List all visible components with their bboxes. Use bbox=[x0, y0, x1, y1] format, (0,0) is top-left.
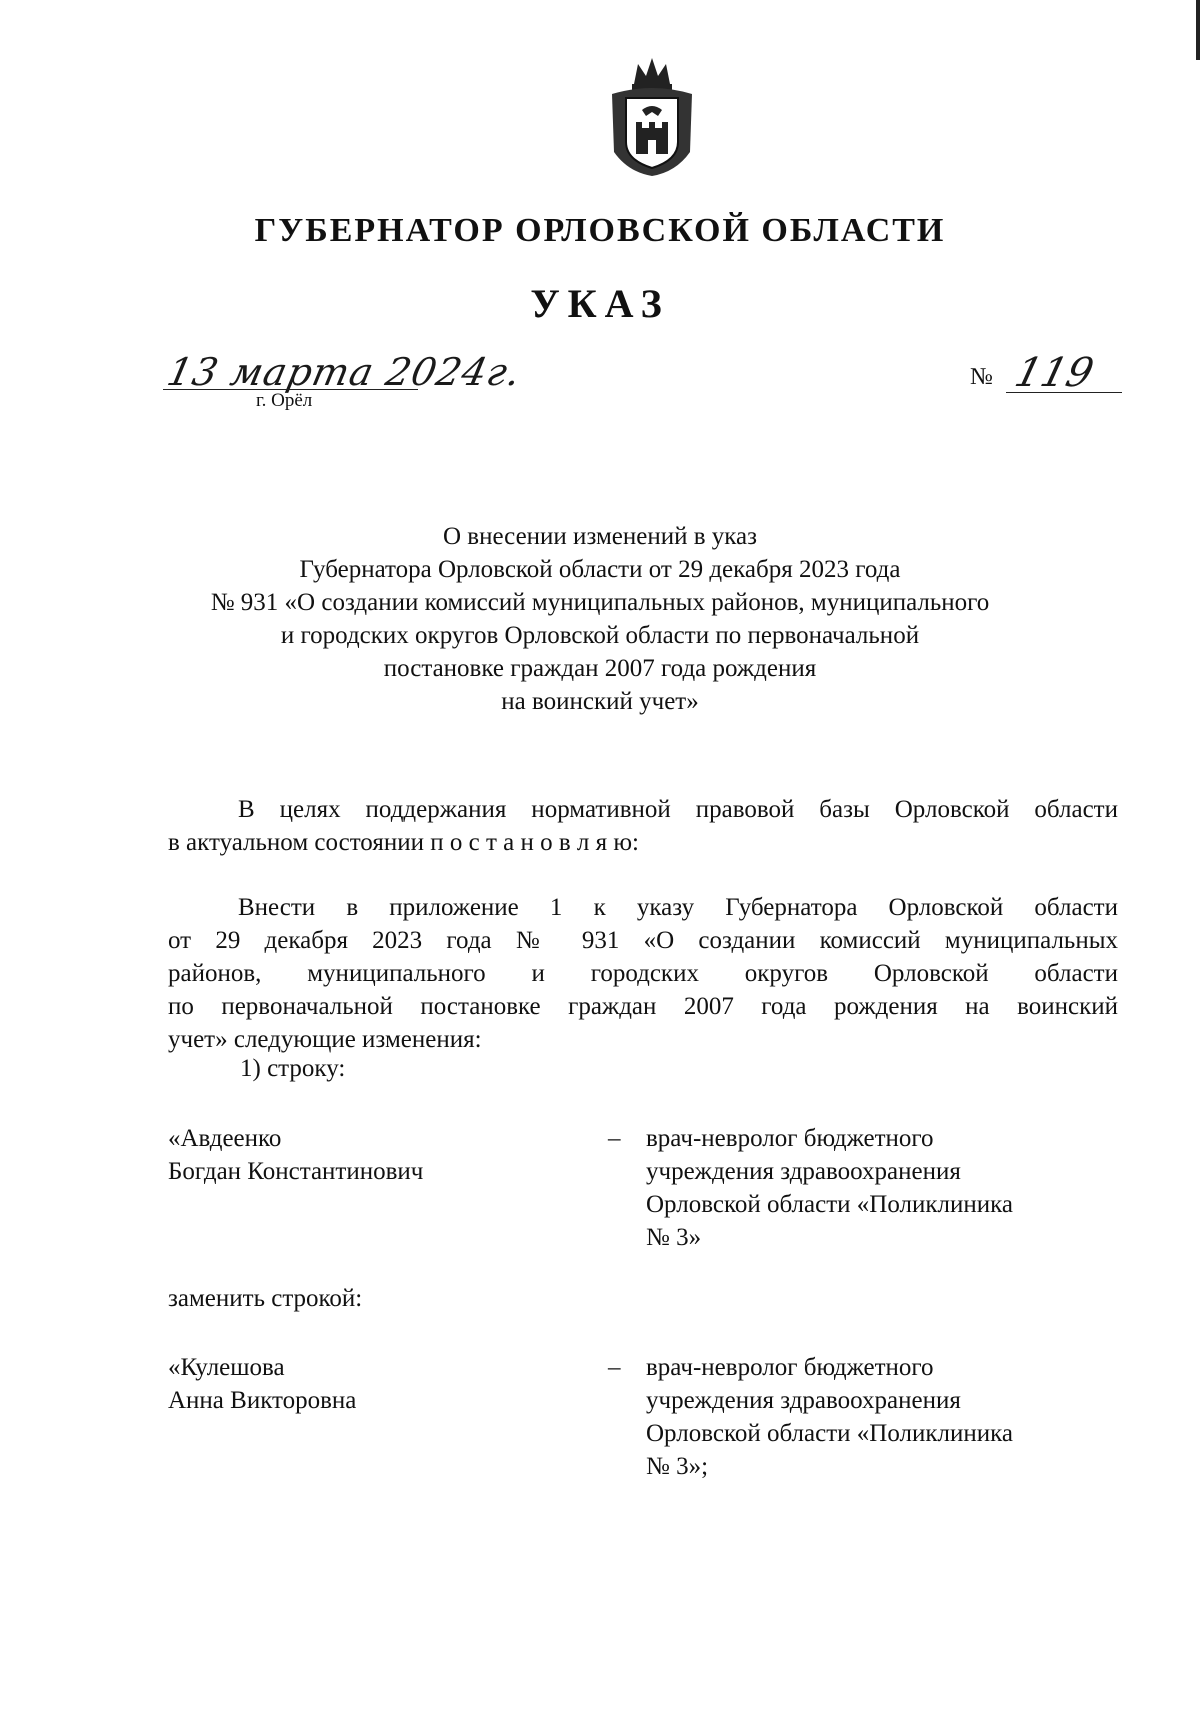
name-line: Анна Викторовна bbox=[168, 1387, 357, 1414]
scan-edge-mark bbox=[1196, 0, 1200, 60]
city-label: г. Орёл bbox=[256, 390, 313, 411]
title-line: и городских округов Орловской области по первоначальной bbox=[280, 622, 920, 649]
preamble-paragraph bbox=[168, 793, 1118, 859]
title-line: Губернатора Орловской области от 29 декабря 2023 года bbox=[299, 556, 901, 583]
paragraph-line: учет» следующие изменения: bbox=[168, 1026, 482, 1053]
name-line: «Авдеенко bbox=[168, 1125, 282, 1152]
paragraph-line: Внести в приложение 1 к указу Губернатора Орловской области bbox=[238, 894, 1118, 921]
name-line: Богдан Константинович bbox=[168, 1158, 424, 1185]
decree-title bbox=[0, 520, 1200, 718]
entry-description bbox=[646, 1122, 1116, 1254]
paragraph-line: в актуальном состоянии п о с т а н о в л я ю: bbox=[168, 829, 639, 856]
paragraph-line: по первоначальной постановке граждан 2007 года рождения на воинский bbox=[168, 993, 1118, 1020]
paragraph-line: В целях поддержания нормативной правовой базы Орловской области bbox=[238, 796, 1118, 823]
desc-line: врач-невролог бюджетного bbox=[646, 1354, 934, 1381]
body-paragraph bbox=[168, 891, 1118, 1056]
new-entry bbox=[168, 1351, 1118, 1491]
old-entry bbox=[168, 1122, 1118, 1262]
issuing-authority: ГУБЕРНАТОР ОРЛОВСКОЙ ОБЛАСТИ bbox=[254, 212, 946, 249]
entry-dash: – bbox=[608, 1354, 621, 1381]
document-type: УКАЗ bbox=[530, 281, 670, 326]
desc-line: Орловской области «Поликлиника bbox=[646, 1420, 1013, 1447]
number-sign: № bbox=[970, 364, 993, 390]
coat-of-arms-emblem-icon bbox=[604, 54, 700, 178]
handwritten-number: 119 bbox=[1010, 350, 1099, 396]
desc-line: № 3»; bbox=[646, 1453, 709, 1480]
handwritten-date: 13 марта 2024г. bbox=[163, 350, 526, 394]
title-line: постановке граждан 2007 года рождения bbox=[383, 655, 817, 682]
title-line: на воинский учет» bbox=[501, 688, 699, 715]
subitem-label: 1) строку: bbox=[240, 1055, 346, 1082]
entry-dash: – bbox=[608, 1125, 621, 1152]
paragraph-line: от 29 декабря 2023 года № 931 «О создании комиссий муниципальных bbox=[168, 927, 1118, 954]
number-underline bbox=[1006, 392, 1122, 393]
desc-line: Орловской области «Поликлиника bbox=[646, 1191, 1013, 1218]
title-line: О внесении изменений в указ bbox=[442, 523, 758, 550]
title-line: № 931 «О создании комиссий муниципальных районов, муниципального bbox=[210, 589, 990, 616]
paragraph-line: районов, муниципального и городских округов Орловской области bbox=[168, 960, 1118, 987]
name-line: «Кулешова bbox=[168, 1354, 285, 1381]
entry-name bbox=[168, 1122, 588, 1188]
desc-line: № 3» bbox=[646, 1224, 702, 1251]
desc-line: учреждения здравоохранения bbox=[646, 1158, 961, 1185]
replace-instruction: заменить строкой: bbox=[168, 1285, 363, 1312]
desc-line: врач-невролог бюджетного bbox=[646, 1125, 934, 1152]
entry-description bbox=[646, 1351, 1116, 1483]
entry-name bbox=[168, 1351, 588, 1417]
desc-line: учреждения здравоохранения bbox=[646, 1387, 961, 1414]
